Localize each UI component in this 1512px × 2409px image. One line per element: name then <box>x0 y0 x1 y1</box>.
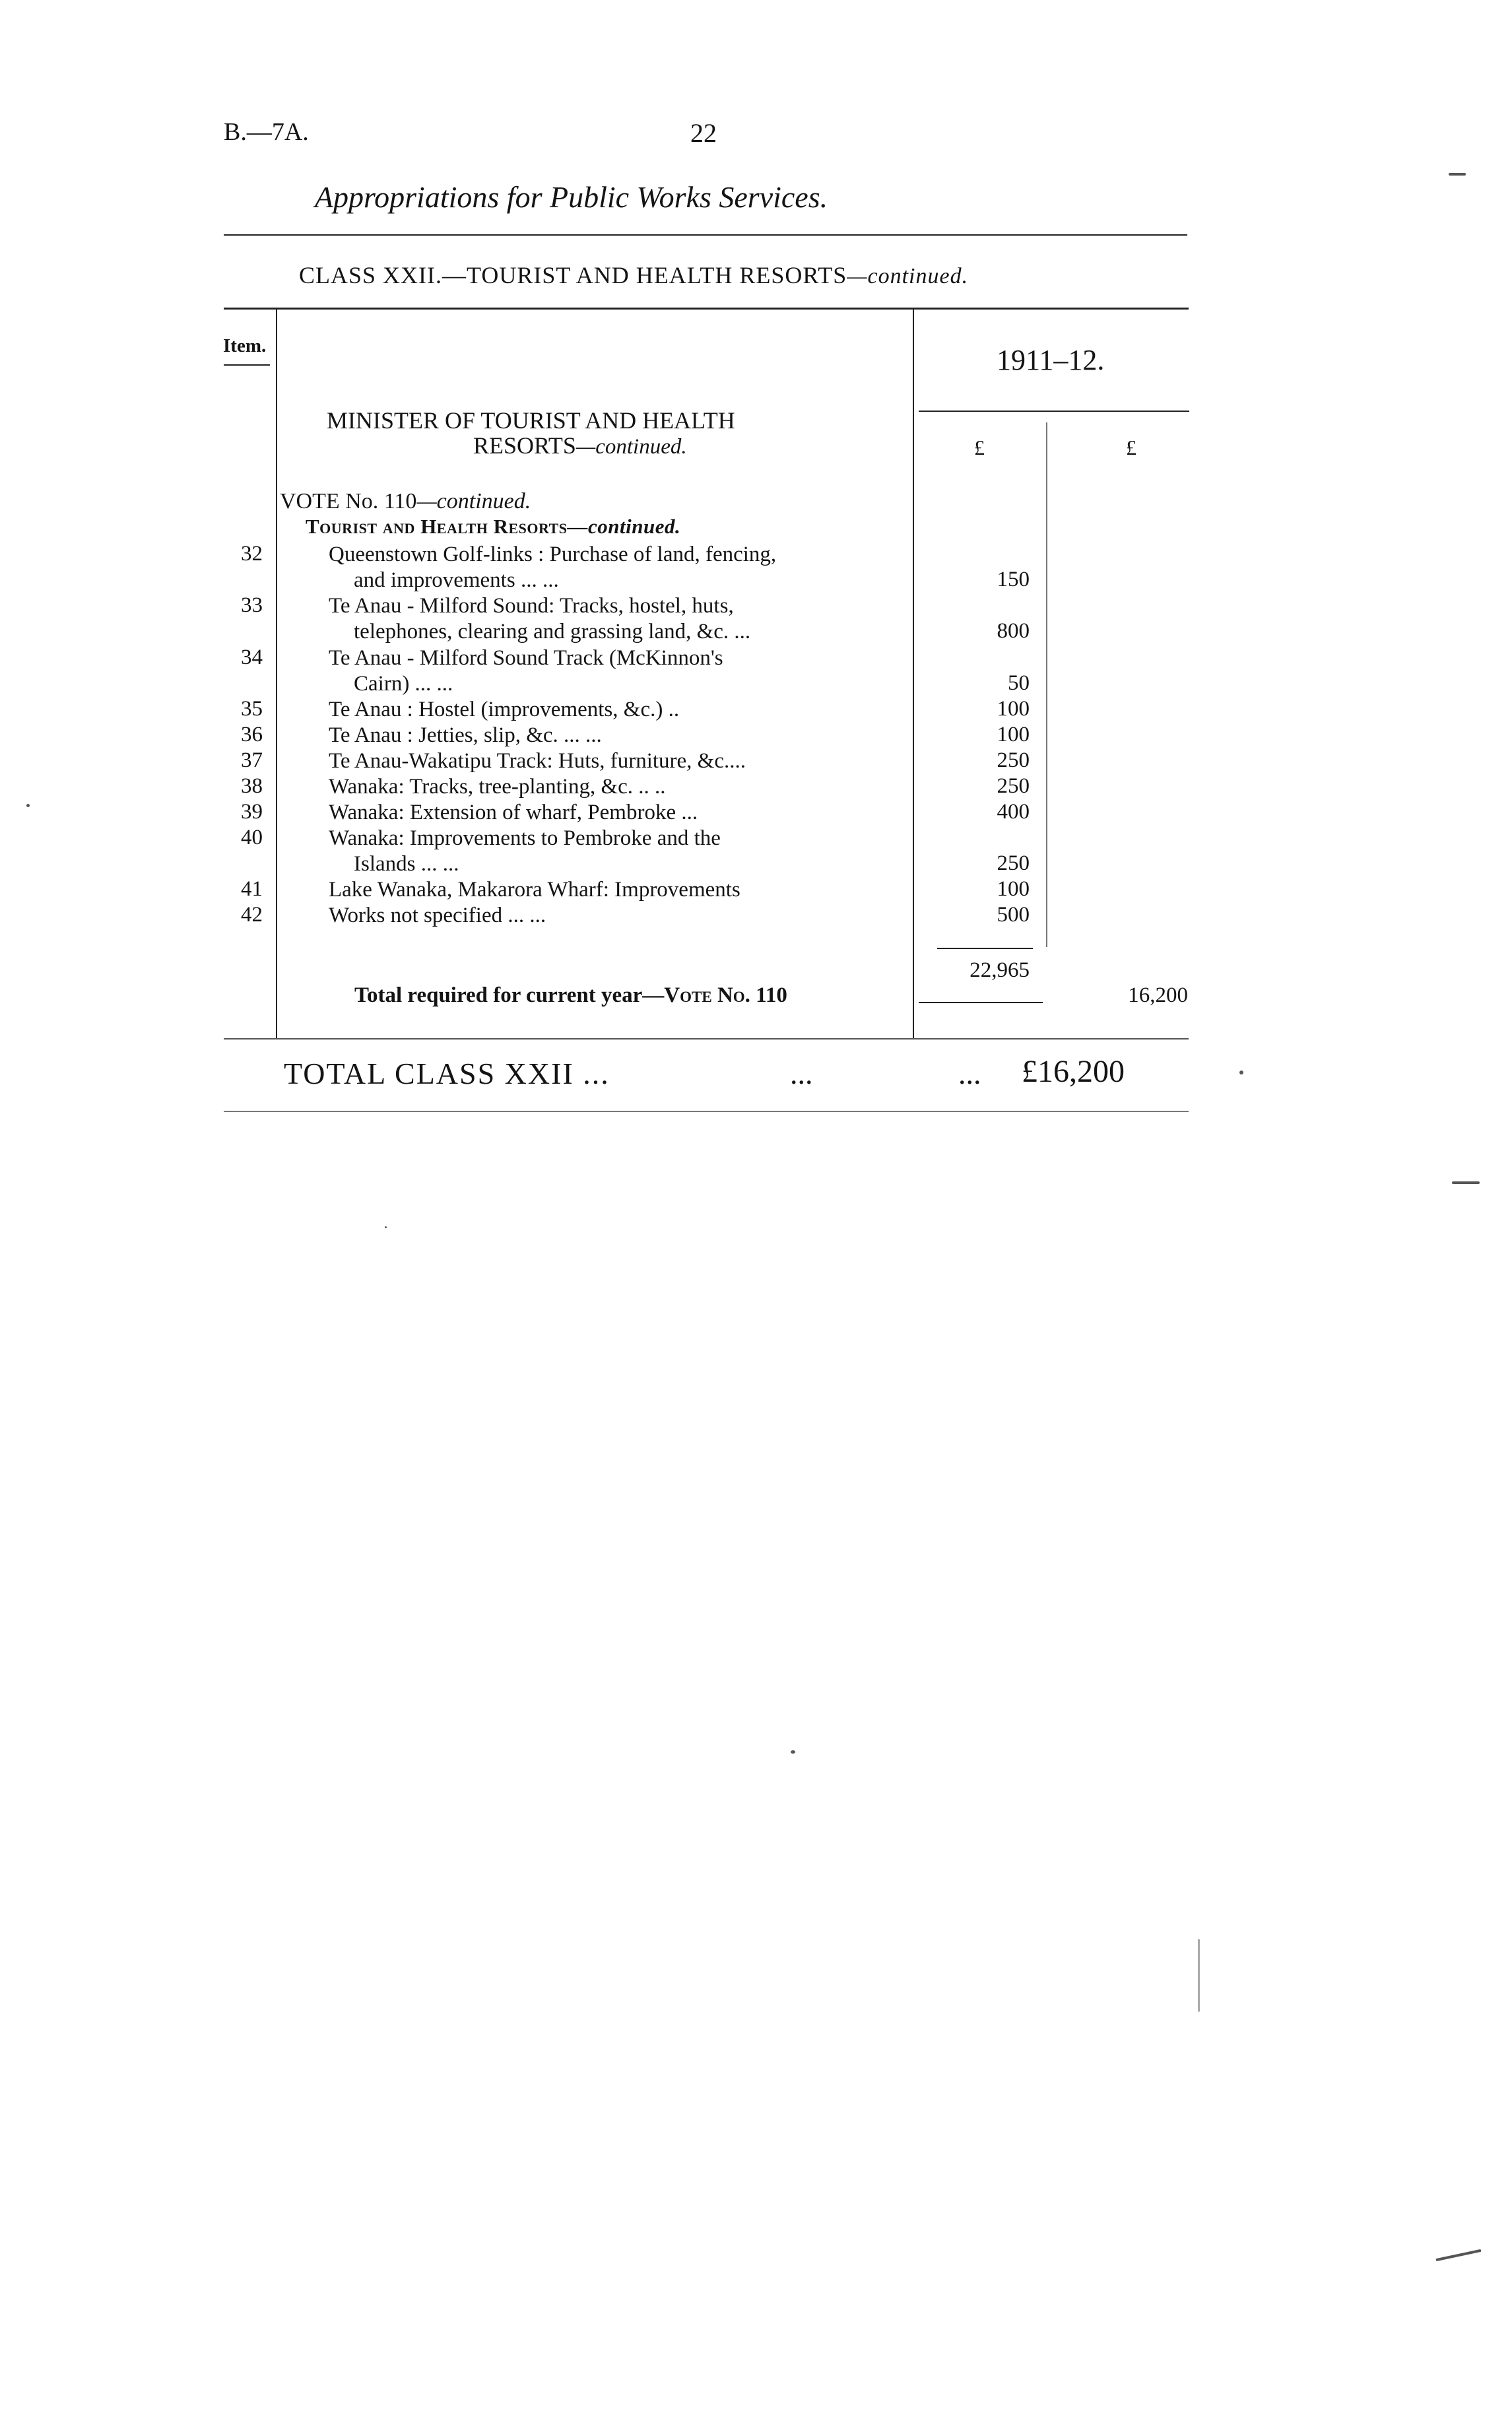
item-desc-line2: telephones, clearing and grassing land, &c. ... <box>354 620 751 644</box>
vote-suffix: —continued. <box>416 489 531 513</box>
item-number: 41 <box>241 877 263 901</box>
item-description <box>329 542 903 593</box>
year-header-rule <box>919 411 1189 412</box>
item-desc-line2: Cairn) ... ... <box>354 672 453 696</box>
year-column-header: 1911–12. <box>997 344 1105 376</box>
item-description <box>329 877 903 903</box>
item-description <box>329 903 903 929</box>
item-desc-line1: Wanaka: Tracks, tree-planting, &c. .. .. <box>329 775 666 799</box>
title-rule <box>224 234 1187 236</box>
scan-speck <box>26 804 30 807</box>
document-reference: B.—7A. <box>224 118 309 146</box>
item-amount: 100 <box>997 877 1030 901</box>
item-amount: 250 <box>997 748 1030 772</box>
class-heading-suffix: —continued. <box>847 264 969 288</box>
subtotal-rule <box>937 948 1033 949</box>
subhead-line <box>306 515 680 539</box>
item-amount: 250 <box>997 851 1030 875</box>
minister-heading <box>327 408 868 459</box>
subhead-suffix: —continued. <box>567 515 681 538</box>
sub-amount-divider <box>1046 422 1047 947</box>
item-desc-line1: Te Anau : Hostel (improvements, &c.) .. <box>329 698 680 721</box>
minister-heading-line1: MINISTER OF TOURIST AND HEALTH <box>327 407 735 434</box>
subhead-text: Tourist and Health Resorts <box>306 515 568 538</box>
grand-total-leader: ... <box>790 1057 813 1090</box>
minister-heading-line2 <box>327 433 868 459</box>
vote-line <box>280 489 531 514</box>
item-number: 40 <box>241 826 263 849</box>
grand-total-rule <box>224 1111 1189 1112</box>
subtotal-underline <box>919 1002 1043 1003</box>
item-amount: 100 <box>997 723 1030 746</box>
minister-heading-resorts: RESORTS <box>473 432 576 459</box>
item-description <box>329 697 903 723</box>
item-desc-line1: Queenstown Golf-links : Purchase of land, fencing, <box>329 543 777 566</box>
item-amount: 250 <box>997 774 1030 798</box>
scan-speck <box>1449 173 1466 176</box>
item-amount: 400 <box>997 800 1030 824</box>
currency-header-left: £ <box>974 436 985 459</box>
item-amount: 50 <box>1008 671 1030 695</box>
item-number: 34 <box>241 645 263 669</box>
grand-total-leader: ... <box>958 1057 981 1090</box>
total-required-label <box>354 983 787 1008</box>
item-number: 35 <box>241 697 263 721</box>
item-amount: 150 <box>997 568 1030 591</box>
item-desc-line1: Te Anau - Milford Sound Track (McKinnon's <box>329 646 723 670</box>
item-number: 37 <box>241 748 263 772</box>
total-required-vote: Vote No. 110 <box>664 983 787 1007</box>
item-desc-line1: Te Anau-Wakatipu Track: Huts, furniture, &c.... <box>329 749 746 773</box>
grand-total-label: TOTAL CLASS XXII ... <box>284 1057 610 1090</box>
item-description <box>329 723 903 748</box>
scan-speck <box>1198 1939 1200 2012</box>
item-amount: 500 <box>997 903 1030 927</box>
item-number: 38 <box>241 774 263 798</box>
subtotal-amount: 22,965 <box>970 958 1030 982</box>
vote-number: VOTE No. 110 <box>280 489 417 513</box>
item-desc-line2: and improvements ... ... <box>354 568 559 592</box>
scan-speck <box>385 1226 387 1228</box>
scan-speck <box>1452 1181 1480 1184</box>
item-desc-line1: Wanaka: Improvements to Pembroke and the <box>329 826 721 850</box>
page-title <box>0 180 1512 214</box>
item-number: 39 <box>241 800 263 824</box>
currency-header-right: £ <box>1126 436 1136 459</box>
item-number: 33 <box>241 593 263 617</box>
item-column-header: Item. <box>223 335 267 356</box>
item-description <box>329 645 903 697</box>
page-title-text: Appropriations for Public Works Services. <box>314 180 828 214</box>
class-heading <box>299 261 968 289</box>
grand-total-amount: £16,200 <box>1022 1054 1125 1089</box>
item-amount: 100 <box>997 697 1030 721</box>
scan-speck <box>791 1750 795 1754</box>
item-header-underline <box>224 364 270 366</box>
item-number: 36 <box>241 723 263 746</box>
item-number: 42 <box>241 903 263 927</box>
item-amount: 800 <box>997 619 1030 643</box>
minister-heading-suffix: —continued. <box>575 435 687 459</box>
item-description <box>329 774 903 800</box>
item-desc-line1: Wanaka: Extension of wharf, Pembroke ... <box>329 801 698 824</box>
page-number: 22 <box>690 118 717 148</box>
item-desc-line1: Works not specified ... ... <box>329 904 546 927</box>
class-heading-main: CLASS XXII.—TOURIST AND HEALTH RESORTS <box>299 262 847 288</box>
amount-column-divider <box>913 309 914 1038</box>
total-required-text: Total required for current year— <box>354 983 665 1007</box>
item-desc-line1: Lake Wanaka, Makarora Wharf: Improvements <box>329 878 740 902</box>
item-column-divider <box>276 309 277 1038</box>
item-description <box>329 748 903 774</box>
scan-speck <box>1239 1071 1243 1074</box>
item-desc-line1: Te Anau : Jetties, slip, &c. ... ... <box>329 723 602 747</box>
item-description <box>329 593 903 645</box>
table-top-rule <box>224 308 1189 310</box>
item-description <box>329 826 903 877</box>
scan-speck <box>1435 2249 1481 2261</box>
table-bottom-rule <box>224 1038 1189 1040</box>
item-number: 32 <box>241 542 263 566</box>
item-desc-line2: Islands ... ... <box>354 852 459 876</box>
total-required-amount: 16,200 <box>1128 983 1188 1007</box>
item-description <box>329 800 903 826</box>
item-desc-line1: Te Anau - Milford Sound: Tracks, hostel, huts, <box>329 594 734 618</box>
